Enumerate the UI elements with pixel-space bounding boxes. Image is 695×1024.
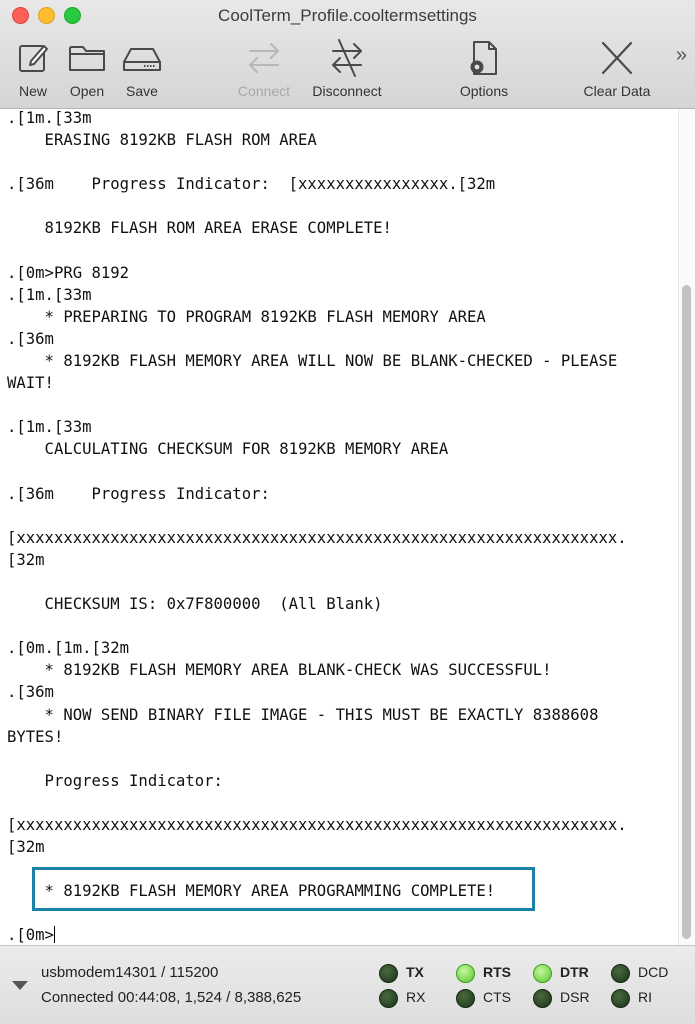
- terminal-line: [32m: [7, 838, 45, 857]
- new-document-icon: [13, 38, 53, 78]
- clear-data-button[interactable]: [572, 36, 662, 102]
- dtr-led: [533, 964, 552, 983]
- connect-button[interactable]: [228, 36, 300, 102]
- tx-label: TX: [406, 964, 424, 980]
- terminal-line: [7, 792, 627, 814]
- drive-icon: [122, 38, 162, 78]
- terminal-line: * PREPARING TO PROGRAM 8192KB FLASH MEMORY AREA: [7, 307, 486, 326]
- toolbar-overflow-chevron-icon[interactable]: »: [675, 44, 687, 66]
- disclosure-triangle-icon[interactable]: [12, 981, 28, 990]
- terminal-line: * NOW SEND BINARY FILE IMAGE - THIS MUST BE EXACTLY 8388608: [7, 705, 599, 724]
- save-button[interactable]: [117, 36, 167, 102]
- dcd-label: DCD: [638, 964, 669, 980]
- terminal-line: [7, 461, 627, 483]
- document-gear-icon: [464, 38, 504, 78]
- ri-label: RI: [638, 989, 652, 1005]
- status-bar: [0, 945, 695, 1024]
- cts-label: CTS: [483, 989, 511, 1005]
- disconnect-button[interactable]: [304, 36, 390, 102]
- folder-icon: [67, 38, 107, 78]
- terminal-line: 8192KB FLASH ROM AREA ERASE COMPLETE!: [7, 219, 392, 238]
- terminal-line: .[36m Progress Indicator: [xxxxxxxxxxxxxxxx.[32m: [7, 175, 496, 194]
- vertical-scrollbar[interactable]: [678, 109, 695, 945]
- text-cursor: [54, 926, 56, 943]
- terminal-line: [7, 748, 627, 770]
- dsr-label: DSR: [560, 989, 590, 1005]
- connection-status: Connected 00:44:08, 1,524 / 8,388,625: [41, 989, 302, 1006]
- terminal-line: [7, 571, 627, 593]
- rts-led: [456, 964, 475, 983]
- terminal-text: [7, 109, 627, 945]
- terminal-line: .[36m: [7, 683, 54, 702]
- terminal-line: [32m: [7, 550, 45, 569]
- window-title: CoolTerm_Profile.cooltermsettings: [218, 6, 477, 25]
- clear-x-icon: [597, 38, 637, 78]
- terminal-line: [7, 394, 627, 416]
- ri-led: [611, 989, 630, 1008]
- terminal-line: * 8192KB FLASH MEMORY AREA BLANK-CHECK WAS SUCCESSFUL!: [7, 661, 552, 680]
- terminal-line: CALCULATING CHECKSUM FOR 8192KB MEMORY AREA: [7, 440, 449, 459]
- terminal-line: [7, 151, 627, 173]
- rx-label: RX: [406, 989, 426, 1005]
- terminal-line: Progress Indicator:: [7, 771, 223, 790]
- tx-led: [379, 964, 398, 983]
- dtr-label: DTR: [560, 964, 589, 980]
- vertical-scrollbar-thumb[interactable]: [682, 285, 691, 939]
- terminal-line: * 8192KB FLASH MEMORY AREA PROGRAMMING COMPLETE!: [7, 882, 496, 901]
- open-button[interactable]: [62, 36, 112, 102]
- terminal-line: .[0m.[1m.[32m: [7, 639, 130, 658]
- connect-label: Connect: [237, 83, 291, 99]
- terminal-line: .[0m>: [7, 926, 54, 945]
- disconnect-label: Disconnect: [312, 83, 382, 99]
- new-label: New: [18, 83, 47, 99]
- terminal-line: .[1m.[33m: [7, 285, 92, 304]
- terminal-line: [7, 195, 627, 217]
- terminal-output[interactable]: [0, 109, 678, 945]
- terminal-line: .[1m.[33m: [7, 109, 92, 127]
- toolbar: [0, 0, 695, 109]
- options-label: Options: [459, 83, 509, 99]
- terminal-line: ERASING 8192KB FLASH ROM AREA: [7, 131, 317, 150]
- terminal-line: .[36m Progress Indicator:: [7, 484, 270, 503]
- terminal-line: [7, 615, 627, 637]
- terminal-line: WAIT!: [7, 374, 54, 393]
- terminal-line: * 8192KB FLASH MEMORY AREA WILL NOW BE BLANK-CHECKED - PLEASE: [7, 352, 618, 371]
- terminal-line: .[0m>PRG 8192: [7, 263, 130, 282]
- terminal-line: [7, 240, 627, 262]
- disconnect-arrows-icon: [327, 38, 367, 78]
- terminal-line: .[36m: [7, 329, 54, 348]
- rx-led: [379, 989, 398, 1008]
- terminal-line: BYTES!: [7, 727, 64, 746]
- open-label: Open: [69, 83, 105, 99]
- dsr-led: [533, 989, 552, 1008]
- options-button[interactable]: [448, 36, 520, 102]
- cts-led: [456, 989, 475, 1008]
- terminal-line: [xxxxxxxxxxxxxxxxxxxxxxxxxxxxxxxxxxxxxxxxxxxxxxxxxxxxxxxxxxxxxxxx.: [7, 816, 627, 834]
- terminal-line: .[1m.[33m: [7, 418, 92, 437]
- dcd-led: [611, 964, 630, 983]
- port-settings: usbmodem14301 / 115200: [41, 964, 219, 981]
- connect-arrows-icon: [244, 38, 284, 78]
- new-button[interactable]: [8, 36, 58, 102]
- highlight-box: [32, 867, 535, 911]
- terminal-line: [xxxxxxxxxxxxxxxxxxxxxxxxxxxxxxxxxxxxxxxxxxxxxxxxxxxxxxxxxxxxxxxx.: [7, 528, 627, 547]
- rts-label: RTS: [483, 964, 511, 980]
- save-label: Save: [126, 83, 158, 99]
- terminal-line: CHECKSUM IS: 0x7F800000 (All Blank): [7, 595, 383, 614]
- clear-data-label: Clear Data: [583, 83, 651, 99]
- terminal-line: [7, 505, 627, 527]
